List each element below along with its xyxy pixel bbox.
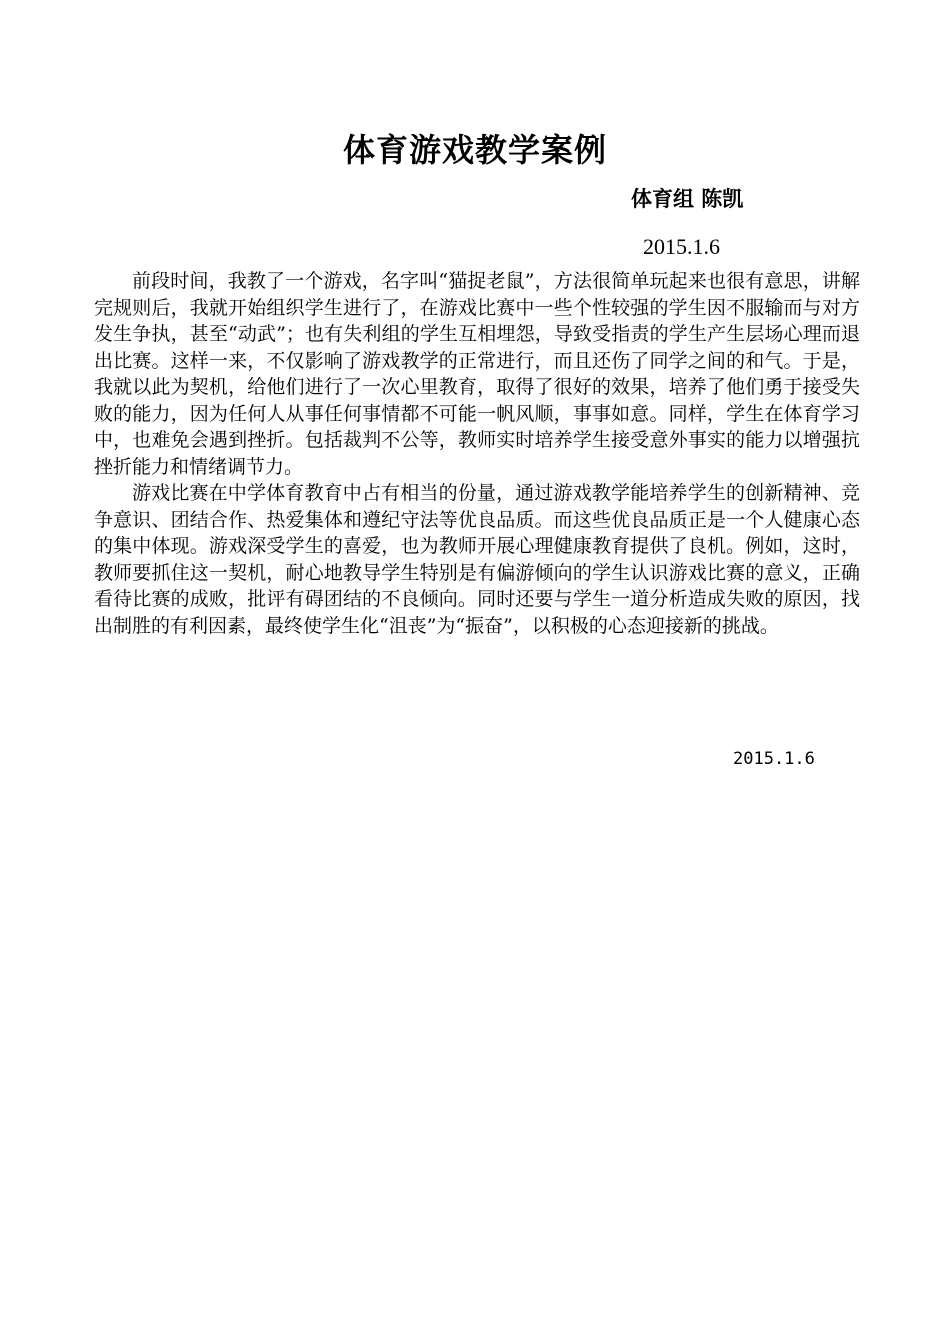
paragraph-2: 游戏比赛在中学体育教育中占有相当的份量，通过游戏教学能培养学生的创新精神、竞争意识、团结合作、热爱集体和遵纪守法等优良品质。而这些优良品质正是一个人健康心态的集中体现。游戏深受学生的喜爱，也为教师开展心理健康教育提供了良机。例如，这时，教师要抓住这一契机，耐心地教导学生特别是有偏游倾向的学生认识游戏比赛的意义，正确看待比赛的成败，批评有碍团结的不良倾向。同时还要与学生一道分析造成失败的原因，找出制胜的有利因素，最终使学生化“沮丧”为“振奋”，以积极的心态迎接新的挑战。 (94, 482, 860, 637)
author-line: 体育组 陈凯 (631, 187, 744, 211)
document-title: 体育游戏教学案例 (342, 131, 607, 169)
date-footer: 2015.1.6 (733, 749, 815, 769)
paragraph-1: 前段时间，我教了一个游戏，名字叫“猫捉老鼠”，方法很简单玩起来也很有意思，讲解完规则后，我就开始组织学生进行了，在游戏比赛中一些个性较强的学生因不服输而与对方发生争执，甚至“动武”；也有失利组的学生互相埋怨，导致受指责的学生产生层场心理而退出比赛。这样一来，不仅影响了游戏教学的正常进行，而且还伤了同学之间的和气。于是，我就以此为契机，给他们进行了一次心里教育，取得了很好的效果，培养了他们勇于接受失败的能力，因为任何人从事任何事情都不可能一帆风顺，事事如意。同样，学生在体育学习中，也难免会遇到挫折。包括裁判不公等，教师实时培养学生接受意外事实的能力以增强抗挫折能力和情绪调节力。 (94, 270, 860, 478)
body-text (94, 268, 860, 639)
date-header: 2015.1.6 (643, 234, 720, 259)
